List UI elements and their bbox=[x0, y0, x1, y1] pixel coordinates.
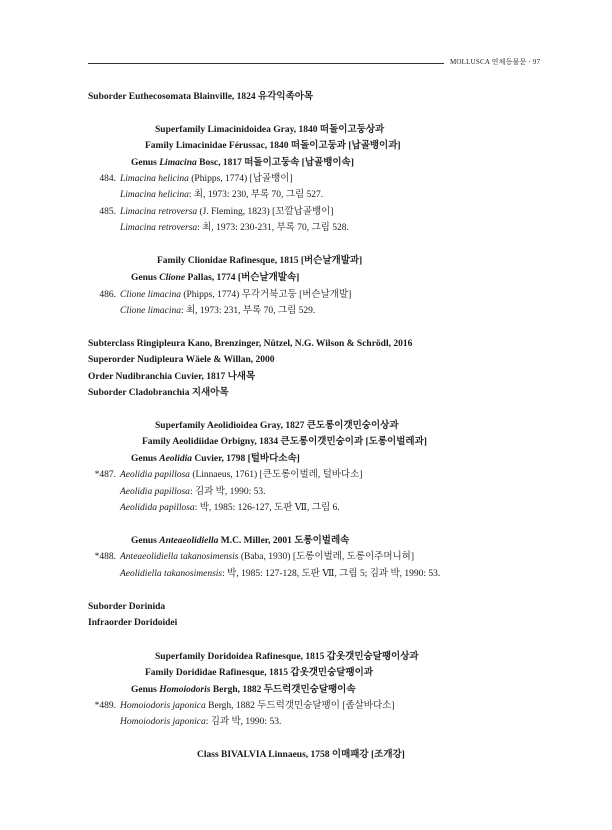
genus-label: Genus bbox=[131, 536, 160, 546]
subterclass-ringipleura: Subterclass Ringipleura Kano, Brenzinger, Nützel, N.G. Wilson & Schrödl, 2016 bbox=[88, 339, 413, 349]
species-author: (Phipps, 1774) 무각거북고둥 [버슨날개발] bbox=[180, 290, 352, 300]
species-author: (Linnaeus, 1761) [큰도롱이벌레, 털바다소] bbox=[189, 470, 363, 480]
species-author: Bergh, 1882 두드럭갯민숭달팽이 [좁살바다소] bbox=[205, 701, 395, 711]
genus-name: Aeolidia bbox=[159, 454, 192, 464]
genus-label: Genus bbox=[131, 158, 160, 168]
genus-name: Clione bbox=[159, 273, 186, 283]
entry-number: *489. bbox=[94, 701, 116, 711]
genus-author: Pallas, 1774 [버슨날개발속] bbox=[185, 273, 300, 283]
suborder-dorinida: Suborder Dorinida bbox=[88, 602, 166, 612]
synonym-name: Aeolidia papillosa bbox=[120, 487, 190, 497]
species-entry-486 bbox=[88, 289, 351, 301]
species-author: (Phipps, 1774) [납골뱅이] bbox=[188, 174, 293, 184]
header-rule bbox=[88, 63, 444, 64]
synonym-reference: : 최, 1973: 231, 부록 70, 그림 529. bbox=[180, 306, 316, 316]
species-name: Limacina helicina bbox=[120, 174, 189, 184]
species-entry-484 bbox=[88, 173, 293, 185]
synonym-entry bbox=[120, 502, 340, 514]
suborder-euthecosomata: Suborder Euthecosomata Blainville, 1824 유각익족아목 bbox=[88, 92, 314, 102]
synonym-reference: : 최, 1973: 230, 부록 70, 그림 527. bbox=[188, 190, 324, 200]
genus-name: Anteaeolidiella bbox=[159, 536, 219, 546]
genus-author: M.C. Miller, 2001 도롱이벌레속 bbox=[218, 536, 350, 546]
entry-number: 485. bbox=[99, 207, 116, 217]
class-bivalvia: Class BIVALVIA Linnaeus, 1758 이매패강 [조개강] bbox=[197, 750, 405, 760]
synonym-reference: : 최, 1973: 230-231, 부록 70, 그림 528. bbox=[197, 223, 349, 233]
genus-label: Genus bbox=[131, 454, 160, 464]
family-limacinidae: Family Limacinidae Férussac, 1840 떠돌이고둥과 [납골뱅이과] bbox=[145, 141, 401, 151]
species-name: Aeolidia papillosa bbox=[120, 470, 190, 480]
superfamily-limacinidoidea: Superfamily Limacinidoidea Gray, 1840 떠돌이고둥상과 bbox=[155, 125, 385, 135]
entry-number: *487. bbox=[94, 470, 116, 480]
synonym-entry bbox=[120, 222, 349, 234]
synonym-entry bbox=[120, 568, 440, 580]
genus-name: Homoiodoris bbox=[159, 685, 211, 695]
synonym-reference: : 김과 박, 1990: 53. bbox=[189, 487, 266, 497]
genus-author: Bergh, 1882 두드럭갯민숭달팽이속 bbox=[210, 685, 356, 695]
species-name: Homoiodoris japonica bbox=[120, 701, 206, 711]
superfamily-aeolidioidea: Superfamily Aeolidioidea Gray, 1827 큰도롱이갯민숭이상과 bbox=[155, 421, 399, 431]
species-name: Limacina retroversa bbox=[120, 207, 198, 217]
synonym-name: Homoiodoris japonica bbox=[120, 717, 206, 727]
genus-author: Bosc, 1817 떠돌이고둥속 [납골뱅이속] bbox=[196, 158, 354, 168]
synonym-reference: : 김과 박, 1990: 53. bbox=[205, 717, 282, 727]
family-aeolidiidae: Family Aeolidiidae Orbigny, 1834 큰도롱이갯민숭이과 [도롱이벌레과] bbox=[142, 437, 427, 447]
suborder-cladobranchia: Suborder Cladobranchia 지새아목 bbox=[88, 388, 229, 398]
synonym-name: Limacina retroversa bbox=[120, 223, 198, 233]
species-entry-487 bbox=[88, 469, 362, 481]
genus-clione bbox=[131, 272, 299, 284]
species-author: (J. Fleming, 1823) [꼬깔납골뱅이] bbox=[197, 207, 334, 217]
synonym-name: Aeolidida papillosa bbox=[120, 503, 195, 513]
synonym-reference: : 박, 1985: 126-127, 도판 Ⅶ, 그림 6. bbox=[194, 503, 340, 513]
order-nudibranchia: Order Nudibranchia Cuvier, 1817 나새목 bbox=[88, 372, 256, 382]
entry-number: 486. bbox=[99, 290, 116, 300]
genus-label: Genus bbox=[131, 273, 160, 283]
infraorder-doridoidei: Infraorder Doridoidei bbox=[88, 618, 178, 628]
species-name: Clione limacina bbox=[120, 290, 181, 300]
synonym-entry bbox=[120, 486, 266, 498]
genus-homoiodoris bbox=[131, 684, 356, 696]
synonym-entry bbox=[120, 189, 323, 201]
genus-name: Limacina bbox=[159, 158, 197, 168]
synonym-entry bbox=[120, 716, 281, 728]
family-dorididae: Family Dorididae Rafinesque, 1815 갑옷갯민숭달팽이과 bbox=[145, 668, 373, 678]
synonym-name: Limacina helicina bbox=[120, 190, 189, 200]
running-head: MOLLUSCA 연체동물문 · 97 bbox=[450, 58, 541, 66]
synonym-name: Aeolidiella takanosimensis bbox=[120, 569, 223, 579]
entry-number: 484. bbox=[99, 174, 116, 184]
species-entry-489 bbox=[88, 700, 395, 712]
genus-label: Genus bbox=[131, 685, 160, 695]
synonym-entry bbox=[120, 305, 315, 317]
species-name: Anteaeolidiella takanosimensis bbox=[120, 552, 239, 562]
genus-author: Cuvier, 1798 [털바다소속] bbox=[191, 454, 300, 464]
species-entry-488 bbox=[88, 551, 414, 563]
genus-aeolidia bbox=[131, 453, 300, 465]
species-entry-485 bbox=[88, 206, 333, 218]
synonym-name: Clione limacina bbox=[120, 306, 181, 316]
genus-anteaeolidiella bbox=[131, 535, 349, 547]
genus-limacina bbox=[131, 157, 354, 169]
entry-number: *488. bbox=[94, 552, 116, 562]
superfamily-doridoidea: Superfamily Doridoidea Rafinesque, 1815 갑옷갯민숭달팽이상과 bbox=[155, 652, 419, 662]
superorder-nudipleura: Superorder Nudipleura Wäele & Willan, 2000 bbox=[88, 355, 275, 365]
species-author: (Baba, 1930) [도롱이벌레, 도롱이주머니혀] bbox=[238, 552, 415, 562]
family-clionidae: Family Clionidae Rafinesque, 1815 [버슨날개발과] bbox=[157, 256, 363, 266]
synonym-reference: : 박, 1985: 127-128, 도판 Ⅶ, 그림 5; 김과 박, 1990: 53. bbox=[222, 569, 441, 579]
